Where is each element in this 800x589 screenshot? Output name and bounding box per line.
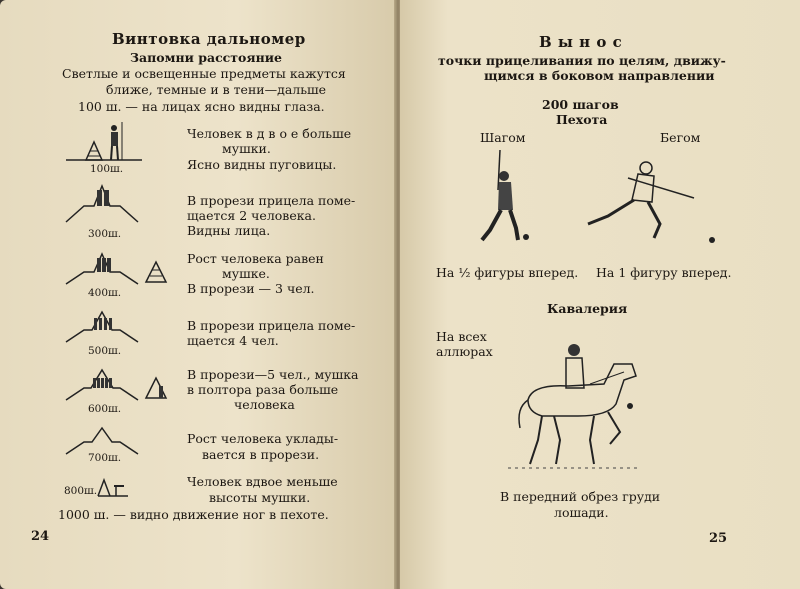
- sight-600-diagram: [66, 368, 176, 404]
- horse-caption-line-2: лошади.: [554, 505, 609, 520]
- row-300-line-1: В прорези прицела поме-: [187, 193, 356, 208]
- distance-500: 500ш.: [88, 345, 122, 357]
- intro-line-2: ближе, темные и в тени—дальше: [106, 82, 327, 97]
- row-100-line-1: Человек в д в о е больше: [187, 126, 352, 141]
- row-300-line-2: щается 2 человека.: [187, 208, 316, 223]
- sight-800-diagram: [98, 478, 138, 500]
- left-footer: 1000 ш. — видно движение ног в пехоте.: [58, 507, 329, 522]
- row-100-line-3: Ясно видны пуговицы.: [187, 157, 337, 172]
- walk-label: Шагом: [480, 130, 526, 145]
- run-label: Бегом: [660, 130, 701, 145]
- right-subtitle-line-2: щимся в боковом направлении: [484, 68, 715, 83]
- row-800-line-1: Человек вдвое меньше: [187, 474, 338, 489]
- intro-line-1: Светлые и освещенные предметы кажутся: [62, 66, 346, 81]
- horse-caption-line-1: В передний обрез груди: [500, 489, 661, 504]
- right-page: [400, 0, 800, 589]
- walk-caption: На ½ фигуры вперед.: [436, 265, 579, 280]
- row-300-line-3: Видны лица.: [187, 223, 271, 238]
- row-600-line-3: человека: [234, 397, 295, 412]
- intro-line-3: 100 ш. — на лицах ясно видны глаза.: [78, 99, 325, 114]
- row-400-line-1: Рост человека равен: [187, 251, 324, 266]
- distance-800: 800ш.: [64, 485, 98, 497]
- cavalry-horse-figure: [508, 340, 658, 475]
- row-500-line-1: В прорези прицела поме-: [187, 318, 356, 333]
- right-title: В ы н о с: [539, 33, 623, 51]
- running-soldier-figure: [578, 152, 728, 252]
- row-600-line-1: В прорези—5 чел., мушка: [187, 367, 359, 382]
- sight-500-diagram: [66, 310, 146, 346]
- distance-300: 300ш.: [88, 228, 122, 240]
- page-number-left: 24: [31, 529, 50, 544]
- distance-600: 600ш.: [88, 403, 122, 415]
- distance-heading: 200 шагов: [542, 97, 619, 112]
- row-400-line-3: В прорези — 3 чел.: [187, 281, 315, 296]
- distance-400: 400ш.: [88, 287, 122, 299]
- distance-700: 700ш.: [88, 452, 122, 464]
- left-subtitle: Запомни расстояние: [130, 50, 282, 65]
- gaits-line-2: аллюрах: [436, 344, 493, 359]
- page-number-right: 25: [709, 531, 728, 546]
- sight-100-diagram: [66, 118, 156, 168]
- sight-400-diagram: [66, 252, 176, 288]
- row-600-line-2: в полтора раза больше: [187, 382, 339, 397]
- row-800-line-2: высоты мушки.: [209, 490, 311, 505]
- sight-300-diagram: [66, 186, 146, 226]
- infantry-heading: Пехота: [556, 112, 608, 127]
- left-page: [0, 0, 396, 589]
- row-700-line-2: вается в прорези.: [202, 447, 320, 462]
- gaits-line-1: На всех: [436, 329, 487, 344]
- row-700-line-1: Рост человека уклады-: [187, 431, 339, 446]
- walking-soldier-figure: [468, 150, 548, 250]
- row-100-line-2: мушки.: [222, 141, 271, 156]
- left-title: Винтовка дальномер: [112, 30, 306, 48]
- run-caption: На 1 фигуру вперед.: [596, 265, 732, 280]
- distance-100: 100ш.: [90, 163, 124, 175]
- cavalry-heading: Кавалерия: [547, 301, 628, 316]
- row-400-line-2: мушке.: [222, 266, 270, 281]
- row-500-line-2: щается 4 чел.: [187, 333, 279, 348]
- right-subtitle-line-1: точки прицеливания по целям, движу-: [438, 53, 726, 68]
